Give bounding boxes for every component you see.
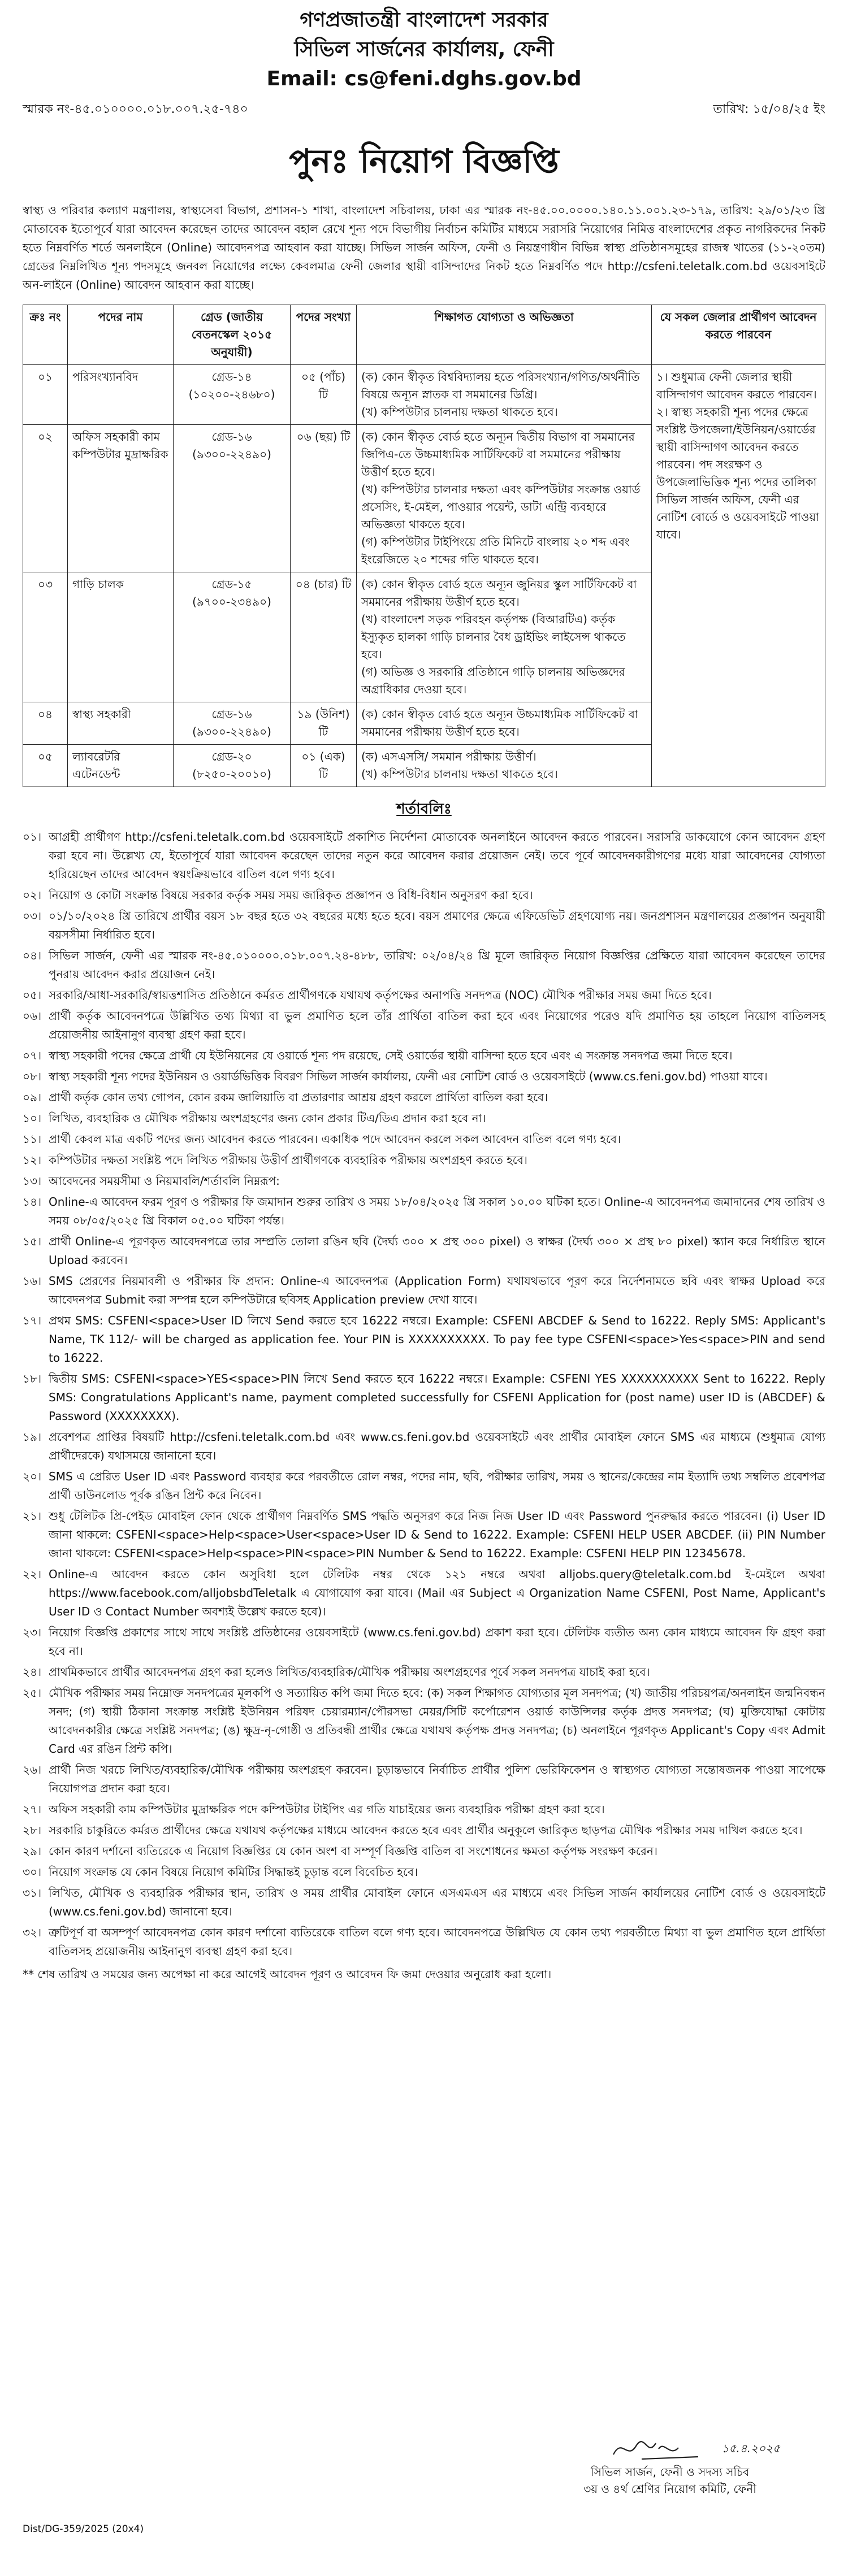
condition-item [23, 1684, 825, 1758]
condition-item [23, 1046, 825, 1065]
condition-number: ১২। [23, 1153, 42, 1167]
cell-post: গাড়ি চালক [68, 572, 174, 702]
condition-item [23, 1884, 825, 1921]
condition-number: ০৮। [23, 1070, 42, 1083]
cell-post: ল্যাবরেটরি এটেনডেন্ট [68, 745, 174, 787]
condition-number: ০২। [23, 888, 42, 902]
qualification-line: (গ) কম্পিউটার টাইপিংয়ে প্রতি মিনিটে বাংলায় ২০ শব্দ এবং ইংরেজিতে ২০ শব্দের গতি থাকতে হবে। [361, 535, 630, 566]
condition-item [23, 986, 825, 1005]
condition-item [23, 1130, 825, 1149]
condition-number: ১৫। [23, 1235, 42, 1248]
cell-qualification [357, 745, 652, 787]
condition-text: প্রার্থী Online-এ পূরণকৃত আবেদনপত্রে তার সম্প্রতি তোলা রঙিন ছবি (দৈর্ঘ্য ৩০০ × প্রস্থ ৩০০ pixel) ও স্বাক্ষর (দৈর্ঘ্য ৩০০ × প্রস্থ ৮০ pixel) স্ক্যান করে নির্ধারিত স্থানে Upload করবেন। [49, 1235, 825, 1267]
cell-post: পরিসংখ্যানবিদ [68, 365, 174, 425]
condition-number: ১৭। [23, 1314, 42, 1327]
condition-item [23, 1232, 825, 1270]
header [23, 6, 825, 94]
condition-number: ১৯। [23, 1430, 42, 1444]
condition-text: ০১/১০/২০২৪ খ্রি তারিখে প্রার্থীর বয়স ১৮ বছর হতে ৩২ বছরের মধ্যে হতে হবে। বয়স প্রমাণের ক্ষেত্রে এফিডেভিট গ্রহণযোগ্য নয়। জনপ্রশাসন মন্ত্রণালয়ের প্রজ্ঞাপন অনুযায়ী বয়সসীমা নির্ধারিত হবে। [49, 909, 825, 941]
condition-text: আবেদনের সময়সীমা ও নিয়মাবলি/শর্তাবলি নিম্নরূপ: [49, 1174, 280, 1188]
conditions-list [23, 828, 825, 1961]
condition-number: ২৯। [23, 1844, 42, 1858]
condition-item [23, 946, 825, 984]
condition-text: SMS এ প্রেরিত User ID এবং Password ব্যবহার করে পরবর্তীতে রোল নম্বর, পদের নাম, ছবি, পরীক্ষার তারিখ, সময় ও স্থানের/কেন্দ্রের নাম ইত্যাদি তথ্য সম্বলিত প্রবেশপত্র প্রার্থী ডাউনলোড পূর্বক রঙিন প্রিন্ট করে নিবেন। [49, 1470, 825, 1502]
signature-date: ১৫.৪.২০২৫ [721, 2442, 780, 2455]
condition-item [23, 1311, 825, 1367]
condition-text: SMS প্রেরণের নিয়মাবলী ও পরীক্ষার ফি প্রদান: Online-এ আবেদনপত্র (Application Form) যথাযথভাবে পূরণ করে নির্দেশনামতে ছবি এবং স্বাক্ষর Upload করে আবেদনপত্র Submit করা সম্পন্ন হলে কম্পিউটারে ছবিসহ Application preview দেখা যাবে। [49, 1274, 825, 1306]
conditions-title: শর্তাবলিঃ [396, 801, 452, 818]
condition-item [23, 1761, 825, 1798]
condition-text: নিয়োগ ও কোটা সংক্রান্ত বিষয়ে সরকার কর্তৃক সময় সময় জারিকৃত প্রজ্ঞাপন ও বিধি-বিধান অনুসরণ করা হবে। [49, 888, 533, 902]
cell-district-note: ১। শুধুমাত্র ফেনী জেলার স্থায়ী বাসিন্দাগণ আবেদন করতে পারবেন। ২। স্বাস্থ্য সহকারী শূন্য পদের ক্ষেত্রে সংশ্লিষ্ট উপজেলা/ইউনিয়ন/ওয়ার্ডের স্থায়ী বাসিন্দাগণ আবেদন করতে পারবেন। পদ সংরক্ষণ ও উপজেলাভিত্তিক শূন্য পদের তালিকা সিভিল সার্জন অফিস, ফেনী এর নোটিশ বোর্ডে ও ওয়েবসাইটে পাওয়া যাবে। [652, 365, 825, 787]
table-header-row [23, 305, 825, 365]
condition-text: নিয়োগ সংক্রান্ত যে কোন বিষয়ে নিয়োগ কমিটির সিদ্ধান্তই চূড়ান্ত বলে বিবেচিত হবে। [49, 1865, 418, 1879]
posts-table [23, 305, 825, 787]
condition-number: ০৩। [23, 909, 42, 923]
cell-qualification [357, 572, 652, 702]
condition-item [23, 1923, 825, 1961]
condition-text: লিখিত, মৌখিক ও ব্যবহারিক পরীক্ষার স্থান, তারিখ ও সময় প্রার্থীর মোবাইল ফোনে এসএমএস এর মাধ্যমে এবং সিভিল সার্জন কার্যালয়ের নোটিশ বোর্ড ও ওয়েবসাইটে (www.cs.feni.gov.bd) জানানো হবে। [49, 1886, 825, 1918]
condition-text: লিখিত, ব্যবহারিক ও মৌখিক পরীক্ষায় অংশগ্রহণের জন্য কোন প্রকার টিএ/ডিএ প্রদান করা হবে না। [49, 1111, 486, 1125]
condition-item [23, 886, 825, 905]
condition-text: Online-এ আবেদন করতে কোন অসুবিধা হলে টেলিটক নম্বর থেকে ১২১ নম্বরে অথবা alljobs.query@teletalk.com.bd ই-মেইলে অথবা https://www.facebook.com/alljobsbdTeletalk এ যোগাযোগ করা যাবে। (Mail এর Subject এ Organization Name CSFENI, Post Name, Applicant's User ID ও Contact Number অবশ্যই উল্লেখ করতে হবে)। [49, 1567, 825, 1618]
condition-number: ২০। [23, 1470, 42, 1483]
condition-text: সরকারি চাকুরিতে কর্মরত প্রার্থীদের ক্ষেত্রে যথাযথ কর্তৃপক্ষের মাধ্যমে আবেদন করতে হবে এবং প্রার্থীর অনুকূলে জারিকৃত ছাড়পত্র মৌখিক পরীক্ষার সময় দাখিল করতে হবে। [49, 1823, 803, 1837]
condition-text: অফিস সহকারী কাম কম্পিউটার মুদ্রাক্ষরিক পদে কম্পিউটার টাইপিং এর গতি যাচাইয়ের জন্য ব্যবহারিক পরীক্ষা গ্রহণ করা হবে। [49, 1802, 605, 1816]
cell-count: ০৫ (পাঁচ) টি [291, 365, 357, 425]
condition-item [23, 1088, 825, 1107]
condition-number: ২৭। [23, 1802, 42, 1816]
condition-text: Online-এ আবেদন ফরম পূরণ ও পরীক্ষার ফি জমাদান শুরুর তারিখ ও সময় ১৮/০৪/২০২৫ খ্রি সকাল ১০.০০ ঘটিকা হতে। Online-এ আবেদনপত্র জমাদানের শেষ তারিখ ও সময় ০৮/০৫/২০২৫ খ্রি বিকাল ০৫.০০ ঘটিকা পর্যন্ত। [49, 1195, 825, 1227]
condition-number: ০৯। [23, 1091, 42, 1104]
cell-grade: গ্রেড-১৫ (৯৭০০-২৩৪৯০) [174, 572, 291, 702]
condition-item [23, 1467, 825, 1505]
cell-count: ০১ (এক) টি [291, 745, 357, 787]
condition-item [23, 1067, 825, 1086]
signatory-title: সিভিল সার্জন, ফেনী ও সদস্য সচিব [590, 2465, 750, 2479]
cell-post: স্বাস্থ্য সহকারী [68, 702, 174, 745]
condition-item [23, 828, 825, 884]
condition-item [23, 1272, 825, 1309]
condition-number: ২৫। [23, 1686, 42, 1700]
cell-count: ০৪ (চার) টি [291, 572, 357, 702]
cell-serial: ০৪ [23, 702, 68, 745]
condition-number: ০৬। [23, 1009, 42, 1023]
table-row [23, 365, 825, 425]
cell-serial: ০১ [23, 365, 68, 425]
intro-paragraph: স্বাস্থ্য ও পরিবার কল্যাণ মন্ত্রণালয়, স্বাস্থ্যসেবা বিভাগ, প্রশাসন-১ শাখা, বাংলাদেশ সচিবালয়, ঢাকা এর স্মারক নং-৪৫.০০.০০০০.১৪০.১১.০০১.২৩-১৭৯, তারিখ: ২৯/০১/২৩ খ্রি মোতাবেক ইতোপূর্বে যারা আবেদন করেছেন তাদের আবেদন বহাল রেখে শূন্য পদে বিভাগীয় নির্বাচন কমিটির মাধ্যমে সরাসরি নিয়োগের নিমিত্ত বাংলাদেশের প্রকৃত নাগরিকদের নিকট হতে নিম্নবর্ণিত শর্তে অনলাইনে (Online) আবেদনপত্র আহবান করা যাচ্ছে। সিভিল সার্জন অফিস, ফেনী ও নিয়ন্ত্রণাধীন বিভিন্ন স্বাস্থ্য প্রতিষ্ঠানসমূহের রাজস্ব খাতের (১১-২০তম) গ্রেডের নিম্নলিখিত শূন্য পদসমূহে জনবল নিয়োগের লক্ষ্যে কেবলমাত্র ফেনী জেলার স্থায়ী বাসিন্দাদের নিকট হতে নিম্নবর্ণিত পদে http://csfeni.teletalk.com.bd ওয়েবসাইটে অন-লাইনে (Online) আবেদন আহবান করা যাচ্ছে। [23, 203, 825, 292]
condition-item [23, 1565, 825, 1621]
condition-item [23, 1863, 825, 1882]
condition-text: আগ্রহী প্রার্থীগণ http://csfeni.teletalk.com.bd ওয়েবসাইটে প্রকাশিত নির্দেশনা মোতাবেক অনলাইনে আবেদন করতে পারবেন। সরাসরি ডাকযোগে কোন আবেদন গ্রহণ করা হবে না। উল্লেখ্য যে, ইতোপূর্বে যারা আবেদন করেছেন তাদের নতুন করে আবেদন করার প্রয়োজন নেই। তবে পূর্বে আবেদনকারীগণের মধ্যে যারা আবেদনের যোগ্যতা হারিয়েছেন তাদের আবেদন স্বয়ংক্রিয়ভাবে বাতিল বলে গণ্য হবে। [49, 830, 825, 881]
col-header-qualification: শিক্ষাগত যোগ্যতা ও অভিজ্ঞতা [357, 305, 652, 365]
memo-number: স্মারক নং-৪৫.০১০০০০.০১৮.০০৭.২৫-৭৪০ [23, 102, 248, 116]
condition-item [23, 1193, 825, 1230]
condition-text: কম্পিউটার দক্ষতা সংশ্লিষ্ট পদে লিখিত পরীক্ষায় উত্তীর্ণ প্রার্থীগণকে ব্যবহারিক পরীক্ষায় অংশগ্রহণ করতে হবে। [49, 1153, 527, 1167]
condition-item [23, 1428, 825, 1465]
cell-qualification [357, 702, 652, 745]
condition-item [23, 1109, 825, 1128]
page-title: পুনঃ নিয়োগ বিজ্ঞপ্তি [289, 142, 559, 180]
condition-number: ১১। [23, 1132, 42, 1146]
condition-text: কোন কারণ দর্শানো ব্যতিরেকে এ নিয়োগ বিজ্ঞপ্তির যে কোন অংশ বা সম্পূর্ণ বিজ্ঞপ্তি বাতিল বা সংশোধনের ক্ষমতা কর্তৃপক্ষ সংরক্ষণ করেন। [49, 1844, 658, 1858]
office-email: Email: cs@feni.dghs.gov.bd [266, 67, 582, 90]
cell-post: অফিস সহকারী কাম কম্পিউটার মুদ্রাক্ষরিক [68, 425, 174, 572]
condition-text: শুধু টেলিটক প্রি-পেইড মোবাইল ফোন থেকে প্রার্থীগণ নিম্নবর্ণিত SMS পদ্ধতি অনুসরণ করে নিজ নিজ User ID এবং Password পুনরুদ্ধার করতে পারবেন। (i) User ID জানা থাকলে: CSFENI<space>Help<space>User<space>User ID & Send to 16222. Example: CSFENI HELP USER ABCDEF. (ii) PIN Number জানা থাকলে: CSFENI<space>Help<space>PIN<space>PIN Number & Send to 16222. Example: CSFENI HELP PIN 12345678. [49, 1509, 825, 1560]
qualification-line: (খ) কম্পিউটার চালনায় দক্ষতা থাকতে হবে। [361, 767, 558, 781]
condition-number: ৩০। [23, 1865, 42, 1879]
condition-number: ১৩। [23, 1174, 42, 1188]
condition-item [23, 1623, 825, 1661]
condition-text: সরকারি/আধা-সরকারি/স্বায়ত্তশাসিত প্রতিষ্ঠানে কর্মরত প্রার্থীগণকে যথাযথ কর্তৃপক্ষের অনাপত্তি সনদপত্র (NOC) মৌখিক পরীক্ষার সময় জমা দিতে হবে। [49, 988, 712, 1002]
condition-text: মৌখিক পরীক্ষার সময় নিম্নোক্ত সনদপত্রের মূলকপি ও সত্যায়িত কপি জমা দিতে হবে: (ক) সকল শিক্ষাগত যোগ্যতার মূল সনদপত্র; (খ) জাতীয় পরিচয়পত্র/অনলাইন জন্মনিবন্ধন সনদ; (গ) স্থায়ী ঠিকানা সংক্রান্ত সংশ্লিষ্ট ইউনিয়ন পরিষদ চেয়ারম্যান/পৌরসভা মেয়র/সিটি কর্পোরেশন ওয়ার্ড কাউন্সিলর কর্তৃক প্রদত্ত সনদপত্র; (ঘ) মুক্তিযোদ্ধা কোটায় আবেদনকারীর ক্ষেত্রে সংশ্লিষ্ট সনদপত্র; (ঙ) ক্ষুদ্র-নৃ-গোষ্ঠী ও প্রতিবন্ধী প্রার্থীর ক্ষেত্রে যথাযথ কর্তৃপক্ষ প্রদত্ত সনদপত্র; (চ) অনলাইনে পূরণকৃত Applicant's Copy এবং Admit Card এর রঙিন প্রিন্ট কপি। [49, 1686, 825, 1756]
office-name: সিভিল সার্জনের কার্যালয়, ফেনী [294, 38, 554, 61]
memo-date: তারিখ: ১৫/০৪/২৫ ইং [713, 102, 825, 116]
condition-number: ০১। [23, 830, 42, 844]
cell-qualification [357, 365, 652, 425]
condition-number: ০৭। [23, 1049, 42, 1062]
condition-text: ত্রুটিপূর্ণ বা অসম্পূর্ণ আবেদনপত্র কোন কারণ দর্শানো ব্যতিরেকে বাতিল বলে গণ্য হবে। আবেদনপত্রে উল্লিখিত যে কোন তথ্য পরবর্তীতে মিথ্যা বা ভুল প্রমাণিত হলে প্রার্থিতা বাতিলসহ প্রয়োজনীয় আইনানুগ ব্যবস্থা গ্রহণ করা হবে। [49, 1926, 825, 1958]
signature-block [537, 2432, 803, 2497]
condition-text: স্বাস্থ্য সহকারী শূন্য পদের ইউনিয়ন ও ওয়ার্ডভিত্তিক বিবরণ সিভিল সার্জন কার্যালয়, ফেনী এর নোটিশ বোর্ড ও ওয়েবসাইটে (www.cs.feni.gov.bd) পাওয়া যাবে। [49, 1070, 768, 1083]
condition-text: প্রার্থী নিজ খরচে লিখিত/ব্যবহারিক/মৌখিক পরীক্ষায় অংশগ্রহণ করবেন। চূড়ান্তভাবে নির্বাচিত প্রার্থীর পুলিশ ভেরিফিকেশন ও স্বাস্থ্যগত যোগ্যতা সন্তোষজনক পাওয়া সাপেক্ষে নিয়োগপত্র প্রদান করা হবে। [49, 1763, 825, 1795]
reference-row [23, 99, 825, 120]
condition-item [23, 1800, 825, 1819]
cell-qualification [357, 425, 652, 572]
condition-item [23, 1370, 825, 1426]
condition-text: নিয়োগ বিজ্ঞপ্তি প্রকাশের সাথে সাথে সংশ্লিষ্ট প্রতিষ্ঠানের ওয়েবসাইটে (www.cs.feni.gov.bd) প্রকাশ করা হবে। টেলিটক ব্যতীত অন্য কোন মাধ্যমে আবেদন ফি গ্রহণ করা হবে না। [49, 1626, 825, 1658]
col-header-post: পদের নাম [68, 305, 174, 365]
cell-serial: ০৫ [23, 745, 68, 787]
condition-text: সিভিল সার্জন, ফেনী এর স্মারক নং-৪৫.০১০০০০.০১৮.০০৭.২৪-৪৮৮, তারিখ: ০২/০৪/২৪ খ্রি মূলে জারিকৃত নিয়োগ বিজ্ঞপ্তির প্রেক্ষিতে যারা আবেদন করেছেন তাদের পুনরায় আবেদন করার প্রয়োজন নেই। [49, 949, 825, 981]
condition-number: ৩২। [23, 1926, 42, 1939]
condition-item [23, 1663, 825, 1682]
qualification-line: (খ) বাংলাদেশ সড়ক পরিবহন কর্তৃপক্ষ (বিআরটিএ) কর্তৃক ইস্যুকৃত হালকা গাড়ি চালনার বৈধ ড্রাইভিং লাইসেন্স থাকতে হবে। [361, 612, 626, 661]
condition-number: ১৬। [23, 1274, 42, 1288]
notice-page [23, 0, 825, 2565]
condition-number: ২১। [23, 1509, 42, 1523]
qualification-line: (ক) কোন স্বীকৃত বিশ্ববিদ্যালয় হতে পরিসংখ্যান/গণিত/অর্থনীতি বিষয়ে অন্যূন স্নাতক বা সমমানের ডিগ্রি। [361, 370, 640, 401]
condition-text: প্রথম SMS: CSFENI<space>User ID লিখে Send করতে হবে 16222 নম্বরে। Example: CSFENI ABCDEF & Send to 16222. Reply SMS: Applicant's Name, TK 112/- will be charged as application fee. Your PIN is XXXXXXXXXX. To pay fee type CSFENI<space>Yes<space>PIN and send to 16222. [49, 1314, 825, 1365]
cell-grade: গ্রেড-১৬ (৯৩০০-২২৪৯০) [174, 702, 291, 745]
qualification-line: (ক) কোন স্বীকৃত বোর্ড হতে অন্যূন দ্বিতীয় বিভাগ বা সমমানের জিপিএ-তে উচ্চমাধ্যমিক সার্টিফিকেট বা সমমানের পরীক্ষায় উত্তীর্ণ হতে হবে। [361, 430, 635, 479]
condition-number: ০৪। [23, 949, 42, 962]
cell-count: ১৯ (উনিশ) টি [291, 702, 357, 745]
footer-code: Dist/DG-359/2025 (20x4) [23, 2523, 144, 2535]
condition-item [23, 1172, 825, 1191]
cell-grade: গ্রেড-১৪ (১০২০০-২৪৬৮০) [174, 365, 291, 425]
condition-number: ১৪। [23, 1195, 42, 1209]
col-header-district: যে সকল জেলার প্রার্থীগণ আবেদন করতে পারবেন [652, 305, 825, 365]
condition-item [23, 907, 825, 944]
condition-number: ২৪। [23, 1665, 42, 1679]
condition-item [23, 1151, 825, 1170]
qualification-line: (খ) কম্পিউটার চালনার দক্ষতা এবং কম্পিউটার সংক্রান্ত ওয়ার্ড প্রসেসিং, ই-মেইল, পাওয়ার পয়েন্ট, ডাটা এন্ট্রি ব্যবহারে অভিজ্ঞতা থাকতে হবে। [361, 483, 641, 531]
condition-number: ২২। [23, 1567, 42, 1581]
signature-icon [608, 2432, 732, 2464]
condition-number: ২৮। [23, 1823, 42, 1837]
condition-item [23, 1842, 825, 1861]
cell-grade: গ্রেড-১৬ (৯৩০০-২২৪৯০) [174, 425, 291, 572]
cell-count: ০৬ (ছয়) টি [291, 425, 357, 572]
condition-number: ১৮। [23, 1372, 42, 1385]
qualification-line: (খ) কম্পিউটার চালনায় দক্ষতা থাকতে হবে। [361, 405, 558, 419]
condition-text: প্রবেশপত্র প্রাপ্তির বিষয়টি http://csfeni.teletalk.com.bd এবং www.cs.feni.gov.bd ওয়েবসাইটে এবং প্রার্থীর মোবাইল ফোনে SMS এর মাধ্যমে (শুধুমাত্র যোগ্য প্রার্থীদেরকে) যথাসময়ে জানানো হবে। [49, 1430, 825, 1462]
condition-text: দ্বিতীয় SMS: CSFENI<space>YES<space>PIN লিখে Send করতে হবে 16222 নম্বরে। Example: CSFENI YES XXXXXXXXXX Sent to 16222. Reply SMS: Congratulations Applicant's name, payment completed successfully for CSFENI Application for (post name) user ID is (ABCDEF) & Password (XXXXXXXX). [49, 1372, 825, 1423]
signatory-committee: ৩য় ও ৪র্থ শ্রেণির নিয়োগ কমিটি, ফেনী [583, 2482, 756, 2496]
closing-note: ** শেষ তারিখ ও সময়ের জন্য অপেক্ষা না করে আগেই আবেদন পূরণ ও আবেদন ফি জমা দেওয়ার অনুরোধ করা হলো। [23, 1967, 552, 1981]
condition-number: ৩১। [23, 1886, 42, 1900]
condition-text: প্রার্থী কর্তৃক আবেদনপত্রে উল্লিখিত তথ্য মিথ্যা বা ভুল প্রমাণিত হলে তাঁর প্রার্থিতা বাতিল করা হবে এবং নিয়োগের পরেও যদি প্রমাণিত হয় তাহলে নিয়োগ বাতিলসহ প্রয়োজনীয় আইনানুগ ব্যবস্থা গ্রহণ করা হবে। [49, 1009, 825, 1041]
condition-text: প্রার্থী কেবল মাত্র একটি পদের জন্য আবেদন করতে পারবেন। একাধিক পদে আবেদন করলে সকল আবেদন বাতিল বলে গণ্য হবে। [49, 1132, 621, 1146]
signature-scribble [537, 2432, 803, 2464]
col-header-count: পদের সংখ্যা [291, 305, 357, 365]
condition-number: ০৫। [23, 988, 42, 1002]
qualification-line: (গ) অভিজ্ঞ ও সরকারি প্রতিষ্ঠানে গাড়ি চালনায় অভিজ্ঞদের অগ্রাধিকার দেওয়া হবে। [361, 665, 625, 696]
govt-name: গণপ্রজাতন্ত্রী বাংলাদেশ সরকার [300, 8, 548, 32]
cell-serial: ০৩ [23, 572, 68, 702]
condition-text: প্রার্থী কর্তৃক কোন তথ্য গোপন, কোন রকম জালিয়াতি বা প্রতারণার আশ্রয় গ্রহণ করলে প্রার্থিতা বাতিল করা হবে। [49, 1091, 548, 1104]
qualification-line: (ক) এসএসসি/ সমমান পরীক্ষায় উত্তীর্ণ। [361, 750, 537, 763]
col-header-grade: গ্রেড (জাতীয় বেতনস্কেল ২০১৫ অনুযায়ী) [174, 305, 291, 365]
condition-item [23, 1507, 825, 1563]
condition-text: প্রাথমিকভাবে প্রার্থীর আবেদনপত্র গ্রহণ করা হলেও লিখিত/ব্যবহারিক/মৌখিক পরীক্ষায় অংশগ্রহণের পূর্বে সকল সনদপত্র যাচাই করা হবে। [49, 1665, 650, 1679]
condition-item [23, 1007, 825, 1044]
col-header-serial: ক্রঃ নং [23, 305, 68, 365]
qualification-line: (ক) কোন স্বীকৃত বোর্ড হতে অন্যূন উচ্চমাধ্যমিক সার্টিফিকেট বা সমমানের পরীক্ষায় উত্তীর্ণ হতে হবে। [361, 707, 638, 739]
condition-number: ২৩। [23, 1626, 42, 1639]
condition-number: ১০। [23, 1111, 42, 1125]
condition-text: স্বাস্থ্য সহকারী পদের ক্ষেত্রে প্রার্থী যে ইউনিয়নের যে ওয়ার্ডে শূন্য পদ রয়েছে, সেই ওয়ার্ডের স্থায়ী বাসিন্দা হতে হবে এবং এ সংক্রান্ত সনদপত্র জমা দিতে হবে। [49, 1049, 733, 1062]
cell-serial: ০২ [23, 425, 68, 572]
condition-number: ২৬। [23, 1763, 42, 1776]
condition-item [23, 1821, 825, 1840]
cell-grade: গ্রেড-২০ (৮২৫০-২০০১০) [174, 745, 291, 787]
qualification-line: (ক) কোন স্বীকৃত বোর্ড হতে অন্যূন জুনিয়র স্কুল সার্টিফিকেট বা সমমানের পরীক্ষায় উত্তীর্ণ হতে হবে। [361, 577, 637, 609]
